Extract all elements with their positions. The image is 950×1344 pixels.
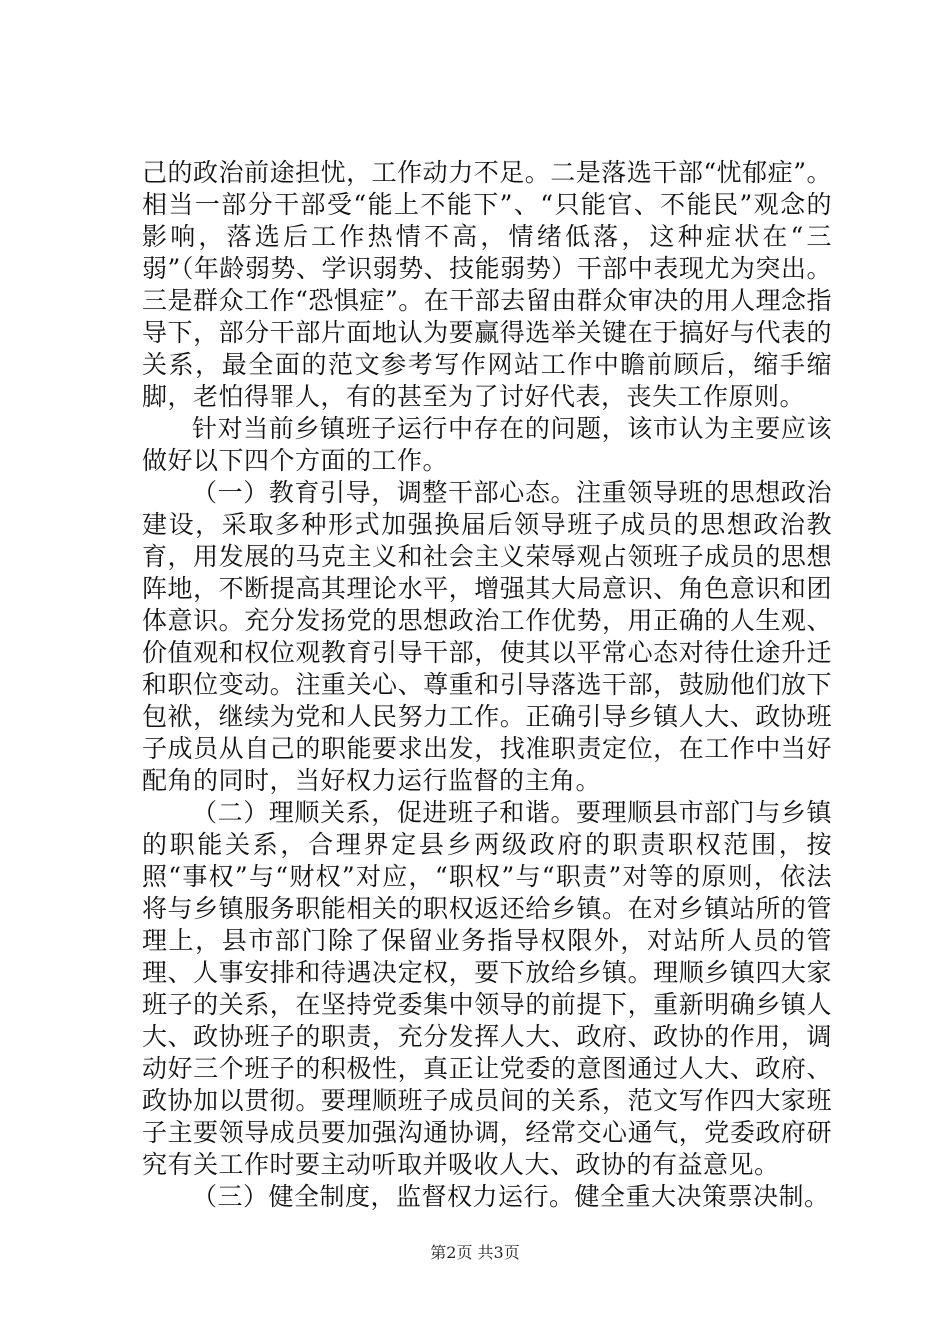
- paragraph-continuation: 己的政治前途担忧，工作动力不足。二是落选干部“忧郁症”。相当一部分干部受“能上不能下”、“只能官、不能民”观念的影响，落选后工作热情不高，情绪低落，这种症状在“三弱”（年龄弱势、学识弱势、技能弱势）干部中表现尤为突出。三是群众工作“恐惧症”。在干部去留由群众审决的用人理念指导下，部分干部片面地认为要赢得选举关键在于搞好与代表的关系，最全面的范文参考写作网站工作中瞻前顾后，缩手缩脚，老怕得罪人，有的甚至为了讨好代表，丧失工作原则。: [142, 158, 832, 411]
- paragraph-intro: 针对当前乡镇班子运行中存在的问题，该市认为主要应该做好以下四个方面的工作。: [142, 414, 832, 475]
- page-number-footer: 第2页 共3页: [430, 1243, 520, 1262]
- paragraph-section-3: （三）健全制度，监督权力运行。健全重大决策票决制。: [192, 1182, 830, 1211]
- paragraph-section-1: （一）教育引导，调整干部心态。注重领导班的思想政治建设，采取多种形式加强换届后领导班子成员的思想政治教育，用发展的马克主义和社会主义荣辱观占领班子成员的思想阵地，不断提高其理论水平，增强其大局意识、角色意识和团体意识。充分发扬党的思想政治工作优势，用正确的人生观、价值观和权位观教育引导干部，使其以平常心态对待仕途升迁和职位变动。注重关心、尊重和引导落选干部，鼓励他们放下包袱，继续为党和人民努力工作。正确引导乡镇人大、政协班子成员从自己的职能要求出发，找准职责定位，在工作中当好配角的同时，当好权力运行监督的主角。: [142, 478, 832, 795]
- paragraph-section-2: （二）理顺关系，促进班子和谐。要理顺县市部门与乡镇的职能关系，合理界定县乡两级政府的职责职权范围，按照“事权”与“财权”对应，“职权”与“职责”对等的原则，依法将与乡镇服务职能相关的职权返还给乡镇。在对乡镇站所的管理上，县市部门除了保留业务指导权限外，对站所人员的管理、人事安排和待遇决定权，要下放给乡镇。理顺乡镇四大家班子的关系，在坚持党委集中领导的前提下，重新明确乡镇人大、政协班子的职责，充分发挥人大、政府、政协的作用，调动好三个班子的积极性，真正让党委的意图通过人大、政府、政协加以贯彻。要理顺班子成员间的关系，范文写作四大家班子主要领导成员要加强沟通协调，经常交心通气，党委政府研究有关工作时要主动听取并吸收人大、政协的有益意见。: [142, 798, 832, 1179]
- document-body: [142, 157, 832, 1213]
